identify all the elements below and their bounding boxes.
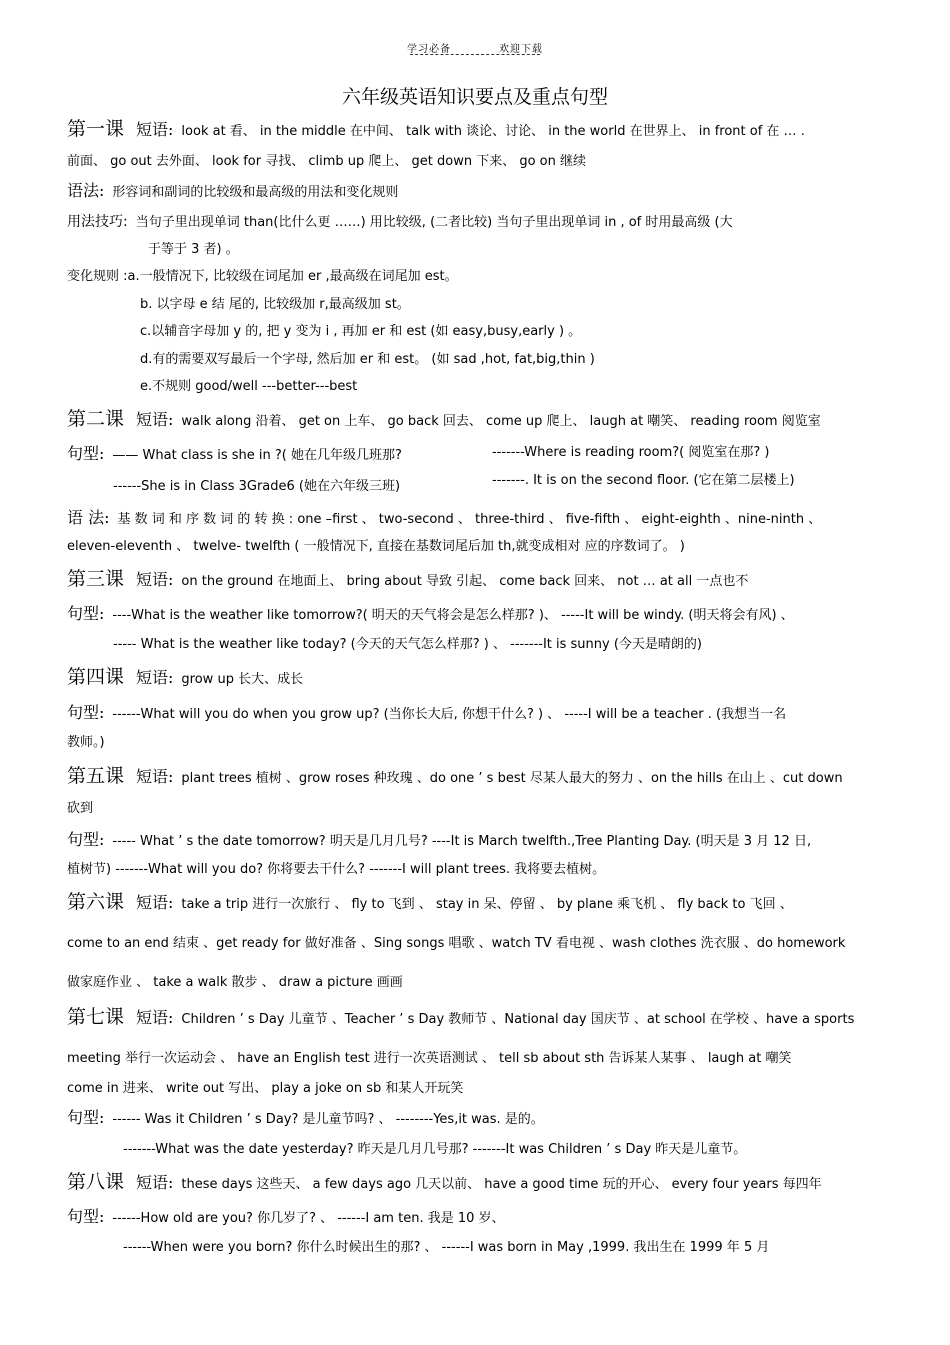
lesson-1-title: 第一课 [67, 118, 125, 140]
lesson-8-phrases [67, 1173, 822, 1192]
phrases-text: plant trees 植树 、grow roses 种玫瑰 、do one ’ s best 尽某人最大的努力 、on the hills 在山上 、cut down [181, 771, 843, 786]
lesson-6-phrases-cont: come to an end 结束 、get ready for 做好准备 、Sing songs 唱歌 、watch TV 看电视 、wash clothes 洗衣服 、do homework [67, 936, 846, 951]
phrases-text: these days 这些天、 a few days ago 几天以前、 have a good time 玩的开心、 every four years 每四年 [181, 1177, 822, 1192]
lesson-6-phrases [67, 893, 793, 912]
lesson-1-grammar [67, 183, 398, 199]
phrases-text: walk along 沿着、 get on 上车、 go back 回去、 come up 爬上、 laugh at 嘲笑、 reading room 阅览室 [181, 414, 821, 429]
grammar-text: 基 数 词 和 序 数 词 的 转 换 : one –first 、 two-second 、 three-third 、 five-fifth 、 eight-eighth 、nine-ninth 、 [117, 512, 822, 527]
lesson-1-tip-cont: 于等于 3 者) 。 [148, 242, 239, 257]
lesson-1-phrases-cont: 前面、 go out 去外面、 look for 寻找、 climb up 爬上、 get down 下来、 go on 继续 [67, 154, 587, 169]
lesson-7-sentence-2: -------What was the date yesterday? 昨天是几月几号那? -------It was Children ’ s Day 昨天是儿童节。 [123, 1142, 747, 1157]
phrases-label: 短语: [136, 120, 174, 139]
phrases-label: 短语: [136, 893, 174, 912]
header-left: 学习必备 [407, 44, 451, 55]
sentence-text: ------How old are you? 你几岁了? 、 ------I am ten. 我是 10 岁、 [112, 1211, 505, 1226]
sentence-text: ----- What ’ s the date tomorrow? 明天是几月几号? ----It is March twelfth.,Tree Planting Day. (明天是 3 月 12 日, [112, 834, 812, 849]
grammar-label: 语 法: [67, 508, 110, 527]
lesson-5-title: 第五课 [67, 765, 125, 787]
grammar-label: 语法: [67, 181, 105, 200]
lesson-2-sentence-2: -------Where is reading room?( 阅览室在那? ) [492, 445, 770, 460]
rule-label: 变化规则 : [67, 269, 128, 284]
lesson-7-phrases-cont: meeting 举行一次运动会 、 have an English test 进行一次英语测试 、 tell sb about sth 告诉某人某事 、 laugh at 嘲笑 [67, 1051, 792, 1066]
sentence-text: —— What class is she in ?( 她在几年级几班那? [112, 448, 402, 463]
lesson-1-rule-c: c.以辅音字母加 y 的, 把 y 变为 i , 再加 er 和 est (如 easy,busy,early ) 。 [140, 324, 582, 339]
lesson-1-phrases [67, 120, 805, 139]
page-header [0, 40, 950, 55]
lesson-3-sentence-1 [67, 606, 794, 622]
sentence-label: 句型: [67, 444, 105, 463]
lesson-5-sentence-2: 植树节) -------What will you do? 你将要去干什么? -------I will plant trees. 我将要去植树。 [67, 862, 606, 877]
phrases-label: 短语: [136, 1173, 174, 1192]
grammar-text: 形容词和副词的比较级和最高级的用法和变化规则 [112, 185, 399, 200]
sentence-label: 句型: [67, 830, 105, 849]
lesson-2-title: 第二课 [67, 408, 125, 430]
sentence-label: 句型: [67, 604, 105, 623]
lesson-4-sentence-cont: 教师。) [67, 735, 105, 750]
header-divider [410, 54, 540, 55]
lesson-4-sentence-1 [67, 705, 786, 721]
sentence-text: ------What will you do when you grow up? (当你长大后, 你想干什么? ) 、 -----I will be a teacher . (我想当一名 [112, 707, 787, 722]
lesson-2-sentence-3: ------She is in Class 3Grade6 (她在六年级三班) [113, 479, 401, 494]
lesson-4-title: 第四课 [67, 666, 125, 688]
sentence-text: ----What is the weather like tomorrow?( 明天的天气将会是怎么样那? )、 -----It will be windy. (明天将会有风) 、 [112, 608, 794, 623]
lesson-4-phrases [67, 668, 303, 687]
lesson-3-phrases [67, 570, 748, 589]
sentence-label: 句型: [67, 703, 105, 722]
lesson-7-sentence-1 [67, 1110, 544, 1126]
phrases-label: 短语: [136, 1008, 174, 1027]
lesson-8-title: 第八课 [67, 1171, 125, 1193]
lesson-5-phrases-cont: 砍到 [67, 801, 94, 816]
rule-a-text: a.一般情况下, 比较级在词尾加 er ,最高级在词尾加 est。 [127, 269, 458, 284]
lesson-2-phrases [67, 410, 821, 429]
tip-label: 用法技巧: [67, 214, 128, 230]
lesson-3-title: 第三课 [67, 568, 125, 590]
sentence-text: ------ Was it Children ’ s Day? 是儿童节吗? 、 --------Yes,it was. 是的。 [112, 1112, 544, 1127]
phrases-label: 短语: [136, 410, 174, 429]
sentence-label: 句型: [67, 1108, 105, 1127]
phrases-text: take a trip 进行一次旅行 、 fly to 飞到 、 stay in 呆、停留 、 by plane 乘飞机 、 fly back to 飞回 、 [181, 897, 793, 912]
phrases-text: Children ’ s Day 儿童节 、Teacher ’ s Day 教师节 、National day 国庆节 、at school 在学校 、have a sports [181, 1012, 855, 1027]
header-right: 欢迎下载 [499, 44, 543, 55]
lesson-1-tip [67, 215, 733, 229]
lesson-7-title: 第七课 [67, 1006, 125, 1028]
sentence-label: 句型: [67, 1207, 105, 1226]
lesson-8-sentence-2: ------When were you born? 你什么时候出生的那? 、 ------I was born in May ,1999. 我出生在 1999 年 5 月 [123, 1240, 770, 1255]
lesson-6-phrases-cont-2: 做家庭作业 、 take a walk 散步 、 draw a picture 画画 [67, 975, 403, 990]
lesson-6-title: 第六课 [67, 891, 125, 913]
lesson-7-phrases-cont-2: come in 进来、 write out 写出、 play a joke on sb 和某人开玩笑 [67, 1081, 464, 1096]
lesson-1-rule-b: b. 以字母 e 结 尾的, 比较级加 r,最高级加 st。 [140, 297, 410, 312]
lesson-8-sentence-1 [67, 1209, 505, 1225]
lesson-1-rule-d: d.有的需要双写最后一个字母, 然后加 er 和 est。 (如 sad ,hot, fat,big,thin ) [140, 352, 595, 367]
tip-text: 当句子里出现单词 than(比什么更 ……) 用比较级, (二者比较) 当句子里出现单词 in , of 时用最高级 (大 [135, 215, 733, 230]
lesson-5-sentence-1 [67, 832, 811, 848]
lesson-3-sentence-2: ----- What is the weather like today? (今天的天气怎么样那? ) 、 -------It is sunny (今天是晴朗的) [113, 637, 702, 652]
lesson-5-phrases [67, 767, 843, 786]
lesson-1-rule-a [67, 270, 458, 283]
lesson-2-grammar-cont: eleven-eleventh 、 twelve- twelfth ( 一般情况下, 直接在基数词尾后加 th,就变成相对 应的序数词了。 ) [67, 539, 685, 554]
phrases-label: 短语: [136, 570, 174, 589]
page-title: 六年级英语知识要点及重点句型 [341, 86, 608, 108]
phrases-text: look at 看、 in the middle 在中间、 talk with 谈论、讨论、 in the world 在世界上、 in front of 在 … . [181, 124, 805, 139]
lesson-2-sentence-1 [67, 446, 402, 462]
phrases-text: on the ground 在地面上、 bring about 导致 引起、 come back 回来、 not … at all 一点也不 [181, 574, 749, 589]
lesson-7-phrases [67, 1008, 854, 1027]
lesson-1-rule-e: e.不规则 good/well ---better---best [140, 379, 358, 394]
phrases-label: 短语: [136, 668, 174, 687]
lesson-2-grammar [67, 510, 821, 526]
lesson-2-sentence-4: -------. It is on the second floor. (它在第二层楼上) [492, 473, 795, 488]
phrases-text: grow up 长大、成长 [181, 672, 304, 687]
phrases-label: 短语: [136, 767, 174, 786]
